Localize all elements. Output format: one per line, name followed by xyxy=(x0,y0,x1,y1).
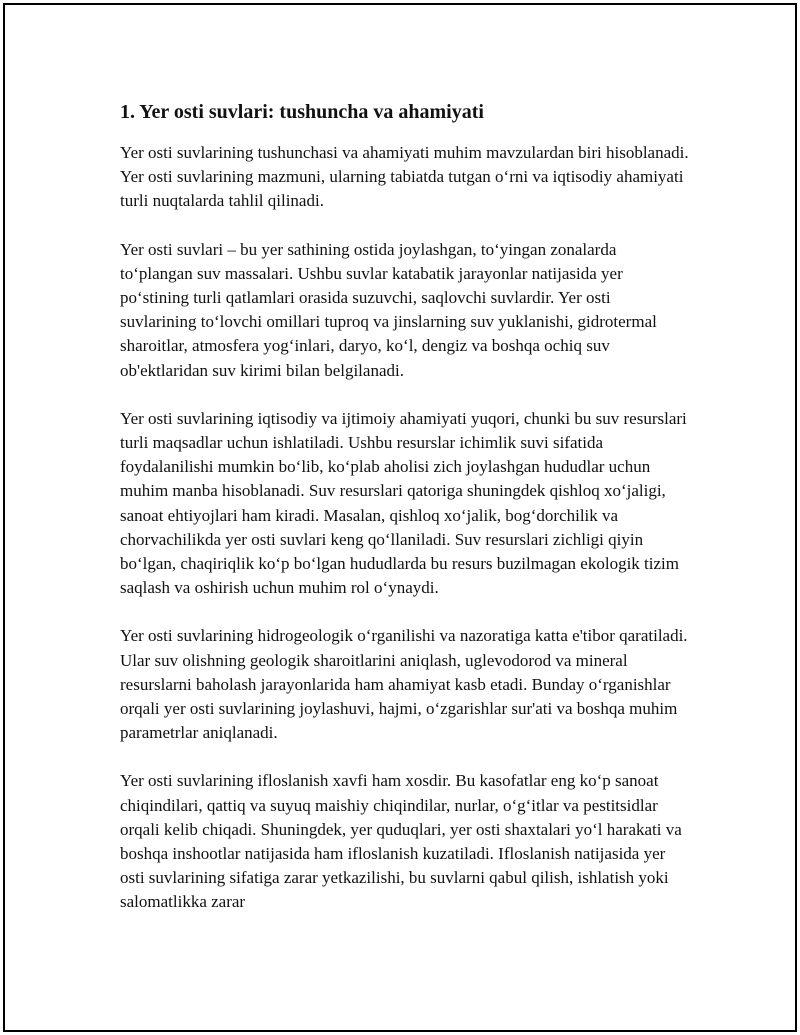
paragraph-intro: Yer osti suvlarining tushunchasi va ahamiyati muhim mavzulardan biri hisoblanadi. Yer osti suvlarining mazmuni, ularning tabiatda tutgan o‘rni va iqtisodiy ahamiyati turli nuqtalarda tahlil qilinadi. xyxy=(120,143,689,211)
paragraph-pollution: Yer osti suvlarining ifloslanish xavfi ham xosdir. Bu kasofatlar eng ko‘p sanoat chiqindilari, qattiq va suyuq maishiy chiqindilar, nurlar, o‘g‘itlar va pestitsidlar orqali kelib chiqadi. Shuningdek, yer quduqlari, yer osti shaxtalari yo‘l harakati va boshqa inshootlar natijasida ham ifloslanish kuzatiladi. Ifloslanish natijasida yer osti suvlarining sifatiga zarar yetkazilishi, bu suvlarni qabul qilish, ishlatish yoki salomatlikka zarar xyxy=(120,771,682,912)
paragraph-hydrogeology: Yer osti suvlarining hidrogeologik o‘rganilishi va nazoratiga katta e'tibor qaratiladi. Ular suv olishning geologik sharoitlarini aniqlash, uglevodorod va mineral resurslarni baholash jarayonlarida ham ahamiyat kasb etadi. Bunday o‘rganishlar orqali yer osti suvlarining joylashuvi, hajmi, o‘zgarishlar sur'ati va boshqa muhim parametrlar aniqlanadi. xyxy=(120,626,688,743)
document-body xyxy=(120,98,690,939)
section-heading: 1. Yer osti suvlari: tushuncha va ahamiyati xyxy=(120,101,484,123)
paragraph-definition: Yer osti suvlari – bu yer sathining ostida joylashgan, to‘yingan zonalarda to‘plangan suv massalari. Ushbu suvlar katabatik jarayonlar natijasida yer po‘stining turli qatlamlari orasida suzuvchi, saqlovchi suvlardir. Yer osti suvlarining to‘lovchi omillari tuproq va jinslarning suv yuklanishi, gidrotermal sharoitlar, atmosfera yog‘inlari, daryo, ko‘l, dengiz va boshqa ochiq suv ob'ektlaridan suv kirimi bilan belgilanadi. xyxy=(120,239,657,380)
paragraph-economic-importance: Yer osti suvlarining iqtisodiy va ijtimoiy ahamiyati yuqori, chunki bu suv resurslari turli maqsadlar uchun ishlatiladi. Ushbu resurslar ichimlik suvi sifatida foydalanilishi mumkin bo‘lib, ko‘plab aholisi zich joylashgan hududlar uchun muhim manba hisoblanadi. Suv resurslari qatoriga shuningdek qishloq xo‘jaligi, sanoat ehtiyojlari ham kiradi. Masalan, qishloq xo‘jalik, bog‘dorchilik va chorvachilikda yer osti suvlari keng qo‘llaniladi. Suv resurslari zichligi qiyin bo‘lgan, chaqiriqlik ko‘p bo‘lgan hududlarda bu resurs buzilmagan ekologik tizim saqlash va oshirish uchun muhim rol o‘ynaydi. xyxy=(120,408,687,598)
page-frame xyxy=(3,3,797,1032)
